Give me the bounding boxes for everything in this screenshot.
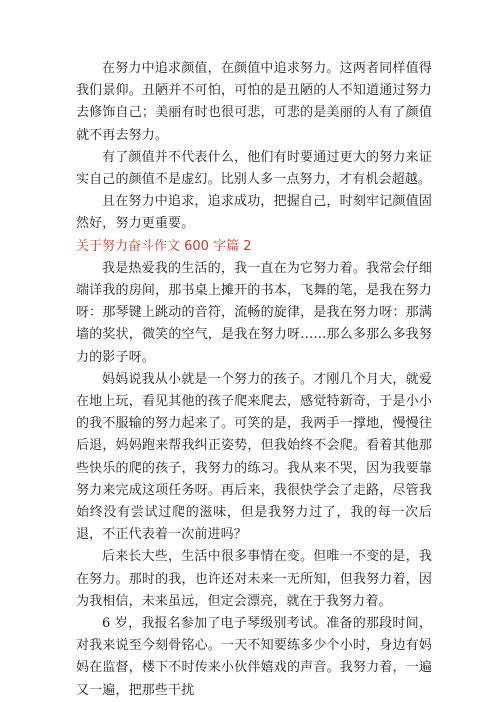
paragraph: 且在努力中追求，追求成功，把握自己，时刻牢记颜值固然好，努力更重要。 xyxy=(76,194,432,232)
paragraph: 我是热爱我的生活的，我一直在为它努力着。我常会仔细端详我的房间，那书桌上摊开的书本，飞舞的笔，是我在努力呀：那琴键上跳动的音符，流畅的旋律，是我在努力呀：那满墙的奖状，微笑的空气，是我在努力呀……那么多那么多我努力的影子呀。 xyxy=(76,260,432,365)
section-heading: 关于努力奋斗作文 600 字篇 2 xyxy=(76,238,252,254)
paragraph: 有了颜值并不代表什么，他们有时要通过更大的努力来证实自己的颜值不是虚幻。比别人多一点努力，才有机会超越。 xyxy=(76,149,432,188)
paragraph: 在努力中追求颜值，在颜值中追求努力。这两者同样值得我们景仰。丑陋并不可怕，可怕的是丑陋的人不知道通过努力去修饰自己；美丽有时也很可悲，可悲的是美丽的人有了颜值就不再去努力。 xyxy=(76,61,432,143)
document-body xyxy=(76,58,432,702)
paragraph: 后来长大些，生活中很多事情在变。但唯一不变的是，我在努力。那时的我，也许还对未来一无所知，但我努力着，因为我相信，未来虽远，但定会漂亮，就在于我努力着。 xyxy=(76,549,432,609)
paragraph: 6 岁，我报名参加了电子琴级别考试。准备的那段时间，对我来说至今刻骨铭心。一天不知要练多少个小时，身边有妈妈在监督，楼下不时传来小伙伴嬉戏的声音。我努力着，一遍又一遍，把那些干扰 xyxy=(76,616,432,698)
paragraph: 妈妈说我从小就是一个努力的孩子。才刚几个月大，就爱在地上玩，看见其他的孩子爬来爬去，感觉特新奇，于是小小的我不服输的努力起来了。可笑的是，我两手一撑地，慢慢往后退，妈妈跑来帮我纠正姿势，但我始终不会爬。看着其他那些快乐的爬的孩子，我努力的练习。我从来不哭，因为我要靠努力来完成这项任务呀。再后来，我很快学会了走路，尽管我始终没有尝试过爬的滋味，但是我努力过了，我的每一次后退，不正代表着一次前进吗？ xyxy=(76,371,432,543)
